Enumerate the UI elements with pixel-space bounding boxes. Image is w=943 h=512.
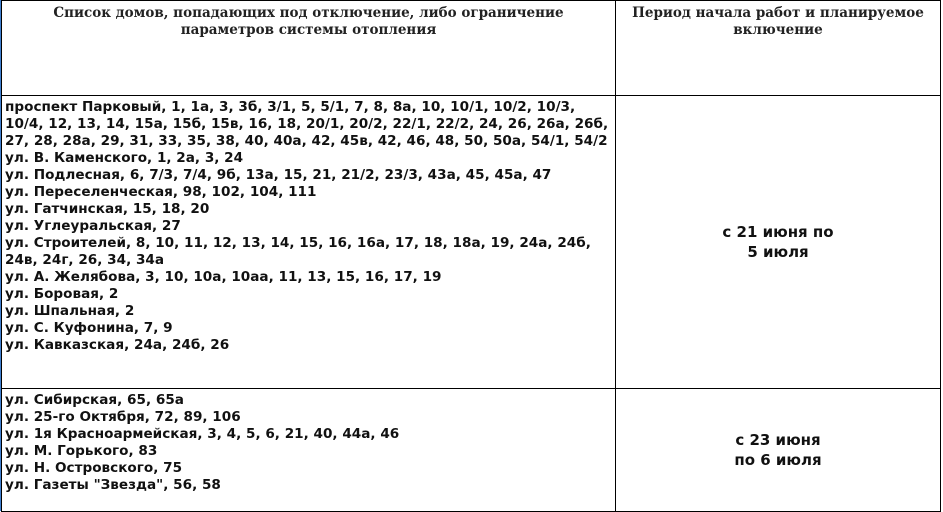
header-row (2, 1, 941, 96)
period-cell (616, 96, 941, 389)
address-line: ул. М. Горького, 83 (5, 443, 158, 459)
address-line: ул. Гатчинская, 15, 18, 20 (5, 201, 210, 217)
address-line: ул. А. Желябова, 3, 10, 10а, 10аа, 11, 13, 15, 16, 17, 19 (5, 269, 442, 285)
address-line: ул. Строителей, 8, 10, 11, 12, 13, 14, 15, 16, 16а, 17, 18, 18а, 19, 24а, 24б, 24в, 24г, 26, 34, 34а (5, 235, 591, 268)
period-line: с 21 июня по (722, 223, 834, 241)
address-line: проспект Парковый, 1, 1а, 3, 3б, 3/1, 5, 5/1, 7, 8, 8а, 10, 10/1, 10/2, 10/3, 10/4, 12, 13, 14, 15а, 15б, 15в, 16, 18, 20/1, 20/2, 22/1, 22/2, 24, 26, 26а, 26б, 27, 28, 28а, 29, 31, 33, 35, 38, 40, 40а, 42, 45в, 42, 46, 48, 50, 50а, 54/1, 54/2 (5, 99, 609, 149)
address-line: ул. Боровая, 2 (5, 286, 119, 302)
header-houses-list: Список домов, попадающих под отключение, либо ограничение параметров системы отопления (2, 1, 616, 96)
table-row (2, 389, 941, 512)
address-line: ул. 1я Красноармейская, 3, 4, 5, 6, 21, 40, 44а, 46 (5, 426, 400, 442)
address-line: ул. Переселенческая, 98, 102, 104, 111 (5, 184, 317, 200)
address-line: ул. Шпальная, 2 (5, 303, 135, 319)
period-line: с 23 июня (735, 431, 821, 449)
address-line: ул. Подлесная, 6, 7/3, 7/4, 9б, 13а, 15, 21, 21/2, 23/3, 43а, 45, 45а, 47 (5, 167, 552, 183)
period-line: по 6 июля (734, 451, 822, 469)
address-line: ул. Углеуральская, 27 (5, 218, 181, 234)
address-line: ул. Сибирская, 65, 65а (5, 392, 184, 408)
table-row (2, 96, 941, 389)
addresses-cell (2, 96, 616, 389)
header-period: Период начала работ и планируемое включение (616, 1, 941, 96)
address-line: ул. Газеты "Звезда", 56, 58 (5, 477, 221, 493)
address-line: ул. Н. Островского, 75 (5, 460, 183, 476)
outage-schedule-table (1, 0, 941, 512)
address-line: ул. В. Каменского, 1, 2а, 3, 24 (5, 150, 244, 166)
period-cell (616, 389, 941, 512)
address-line: ул. 25-го Октября, 72, 89, 106 (5, 409, 241, 425)
addresses-cell (2, 389, 616, 512)
address-line: ул. С. Куфонина, 7, 9 (5, 320, 173, 336)
period-line: 5 июля (747, 243, 809, 261)
address-line: ул. Кавказская, 24а, 24б, 26 (5, 337, 230, 353)
